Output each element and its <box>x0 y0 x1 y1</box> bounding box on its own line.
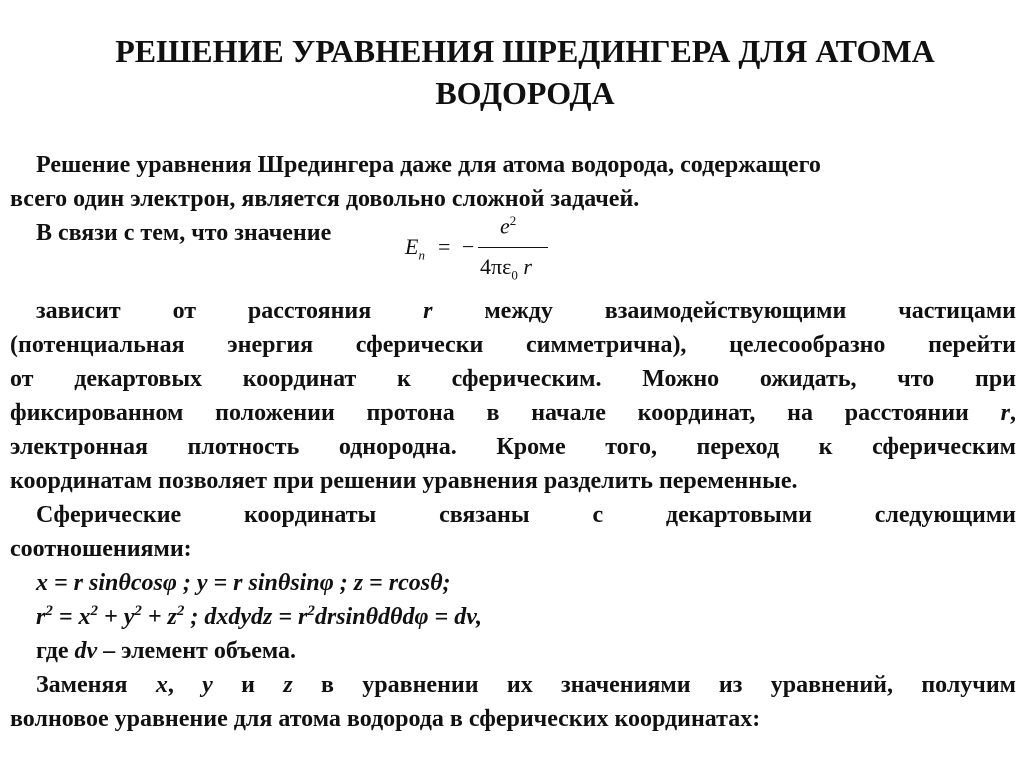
slide-title-line-2: ВОДОРОДА <box>435 75 615 111</box>
formula-numerator: $e^2$ <box>500 213 517 239</box>
paragraph-distance <box>10 294 1016 498</box>
slide-title-line-1: РЕШЕНИЕ УРАВНЕНИЯ ШРЕДИНГЕРА ДЛЯ АТОМА <box>115 33 935 69</box>
distance-line-6: координатам позволяет при решении уравнения разделить переменные. <box>10 468 798 494</box>
paragraph-volume-element <box>10 634 1016 668</box>
formula-fraction-bar <box>478 247 548 248</box>
equation-volume <box>10 600 1016 634</box>
spherical-line-1: Сферические координаты связаны с декартовыми следующими <box>36 502 1016 528</box>
distance-line-3: от декартовых координат к сферическим. Можно ожидать, что при <box>10 366 1016 392</box>
distance-line-1: зависит от расстояния r между взаимодействующими частицами <box>36 298 1016 324</box>
volume-equation: $r^2 = x^2 + y^2 + z^2$ ; dxdydz = $r^2drsin\theta d\theta d\varphi$ = dv, <box>36 603 482 630</box>
formula-equals: = <box>438 234 451 259</box>
energy-formula <box>402 208 562 288</box>
volume-element-text: где dv – элемент объема. <box>36 638 297 664</box>
coordinates-equation: x = r sinθcosφ ; y = r sinθsinφ ; z = rcosθ; <box>36 570 451 596</box>
intro-line-2: всего один электрон, является довольно сложной задачей. <box>10 186 640 212</box>
formula-minus: − <box>462 234 475 259</box>
distance-line-4: фиксированном положении протона в начале координат, на расстоянии r, <box>10 400 1016 426</box>
distance-line-2: (потенциальная энергия сферически симметрична), целесообразно перейти <box>10 332 1016 358</box>
paragraph-substitution <box>10 668 1016 736</box>
slide-title <box>60 30 990 114</box>
formula-denominator: $4\pi\varepsilon_0$ r <box>480 254 532 283</box>
spherical-line-2: соотношениями: <box>10 536 192 562</box>
paragraph-intro <box>10 148 1016 216</box>
substitution-line-1: Заменяя x, y и z в уравнении их значениями из уравнений, получим <box>36 672 1017 698</box>
paragraph-spherical <box>10 498 1016 566</box>
substitution-line-2: волновое уравнение для атома водорода в сферических координатах: <box>10 706 761 732</box>
energy-lead-text: В связи с тем, что значение <box>36 220 332 246</box>
distance-line-5: электронная плотность однородна. Кроме того, переход к сферическим <box>10 434 1016 460</box>
formula-lhs: $E_n$ <box>405 234 425 263</box>
intro-line-1: Решение уравнения Шредингера даже для атома водорода, содержащего <box>36 152 821 178</box>
equation-coordinates <box>10 566 1016 600</box>
